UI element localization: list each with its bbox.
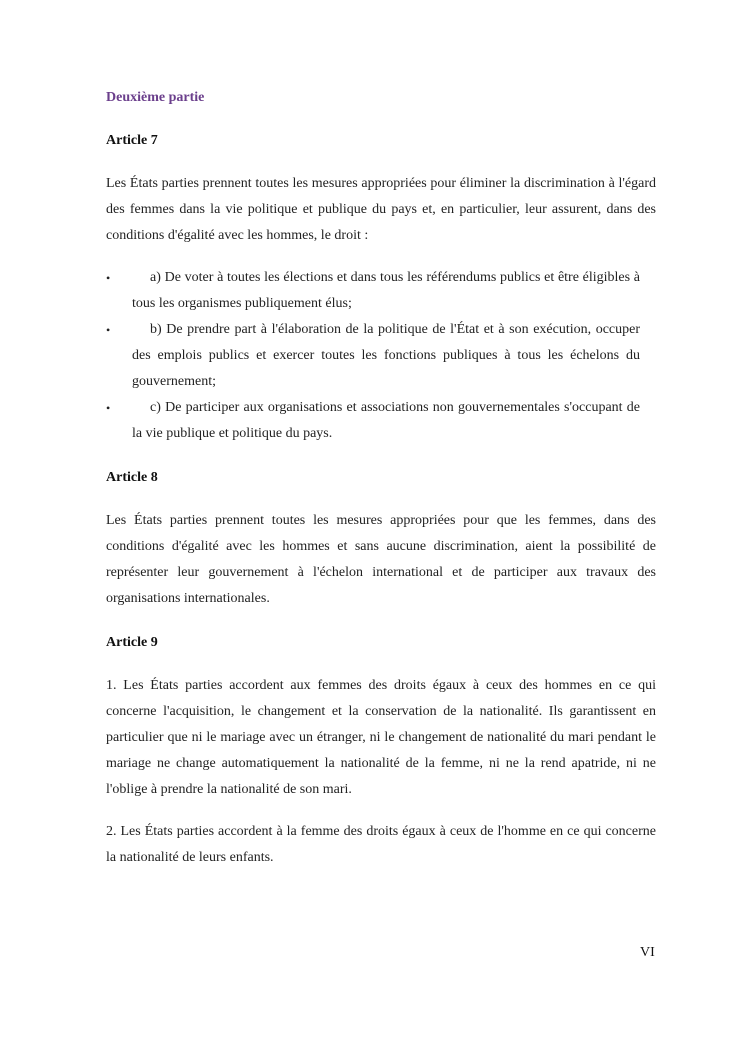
article-8-title: Article 8 [106,470,158,485]
list-item [106,395,640,447]
page-number: VI [640,945,655,960]
article-9-paragraph-2: 2. Les États parties accordent à la femme des droits égaux à ceux de l'homme en ce qui concerne la nationalité de leurs enfants. [106,824,656,865]
list-item-text: b) De prendre part à l'élaboration de la politique de l'État et à son exécution, occuper des emplois publics et exercer toutes les fonctions publiques à tous les échelons du gouvernement; [132,322,640,389]
article-7-intro: Les États parties prennent toutes les mesures appropriées pour éliminer la discrimination à l'égard des femmes dans la vie politique et publique du pays et, en particulier, leur assurent, dans des conditions d'égalité avec les hommes, le droit : [106,176,656,243]
list-item [106,265,640,317]
article-9-paragraph-1: 1. Les États parties accordent aux femmes des droits égaux à ceux des hommes en ce qui concerne l'acquisition, le changement et la conservation de la nationalité. Ils garantissent en particulier que ni le mariage avec un étranger, ni le changement de nationalité du mari pendant le mariage ne change automatiquement la nationalité de la femme, ni ne la rend apatride, ni ne l'oblige à prendre la nationalité de son mari. [106,678,656,797]
article-7-title: Article 7 [106,133,158,148]
article-9-title: Article 9 [106,635,158,650]
list-item [106,317,640,395]
bullet-icon: • [106,401,111,415]
list-item-text: a) De voter à toutes les élections et dans tous les référendums publics et être éligibles à tous les organismes publiquement élus; [132,270,640,311]
part-title: Deuxième partie [106,90,205,105]
list-item-text: c) De participer aux organisations et associations non gouvernementales s'occupant de la vie publique et politique du pays. [132,400,640,441]
article-7-list [106,265,656,447]
article-8-text: Les États parties prennent toutes les mesures appropriées pour que les femmes, dans des conditions d'égalité avec les hommes et sans aucune discrimination, aient la possibilité de représenter leur gouvernement à l'échelon international et de participer aux travaux des organisations internationales. [106,513,656,606]
bullet-icon: • [106,323,111,337]
bullet-icon: • [106,271,111,285]
